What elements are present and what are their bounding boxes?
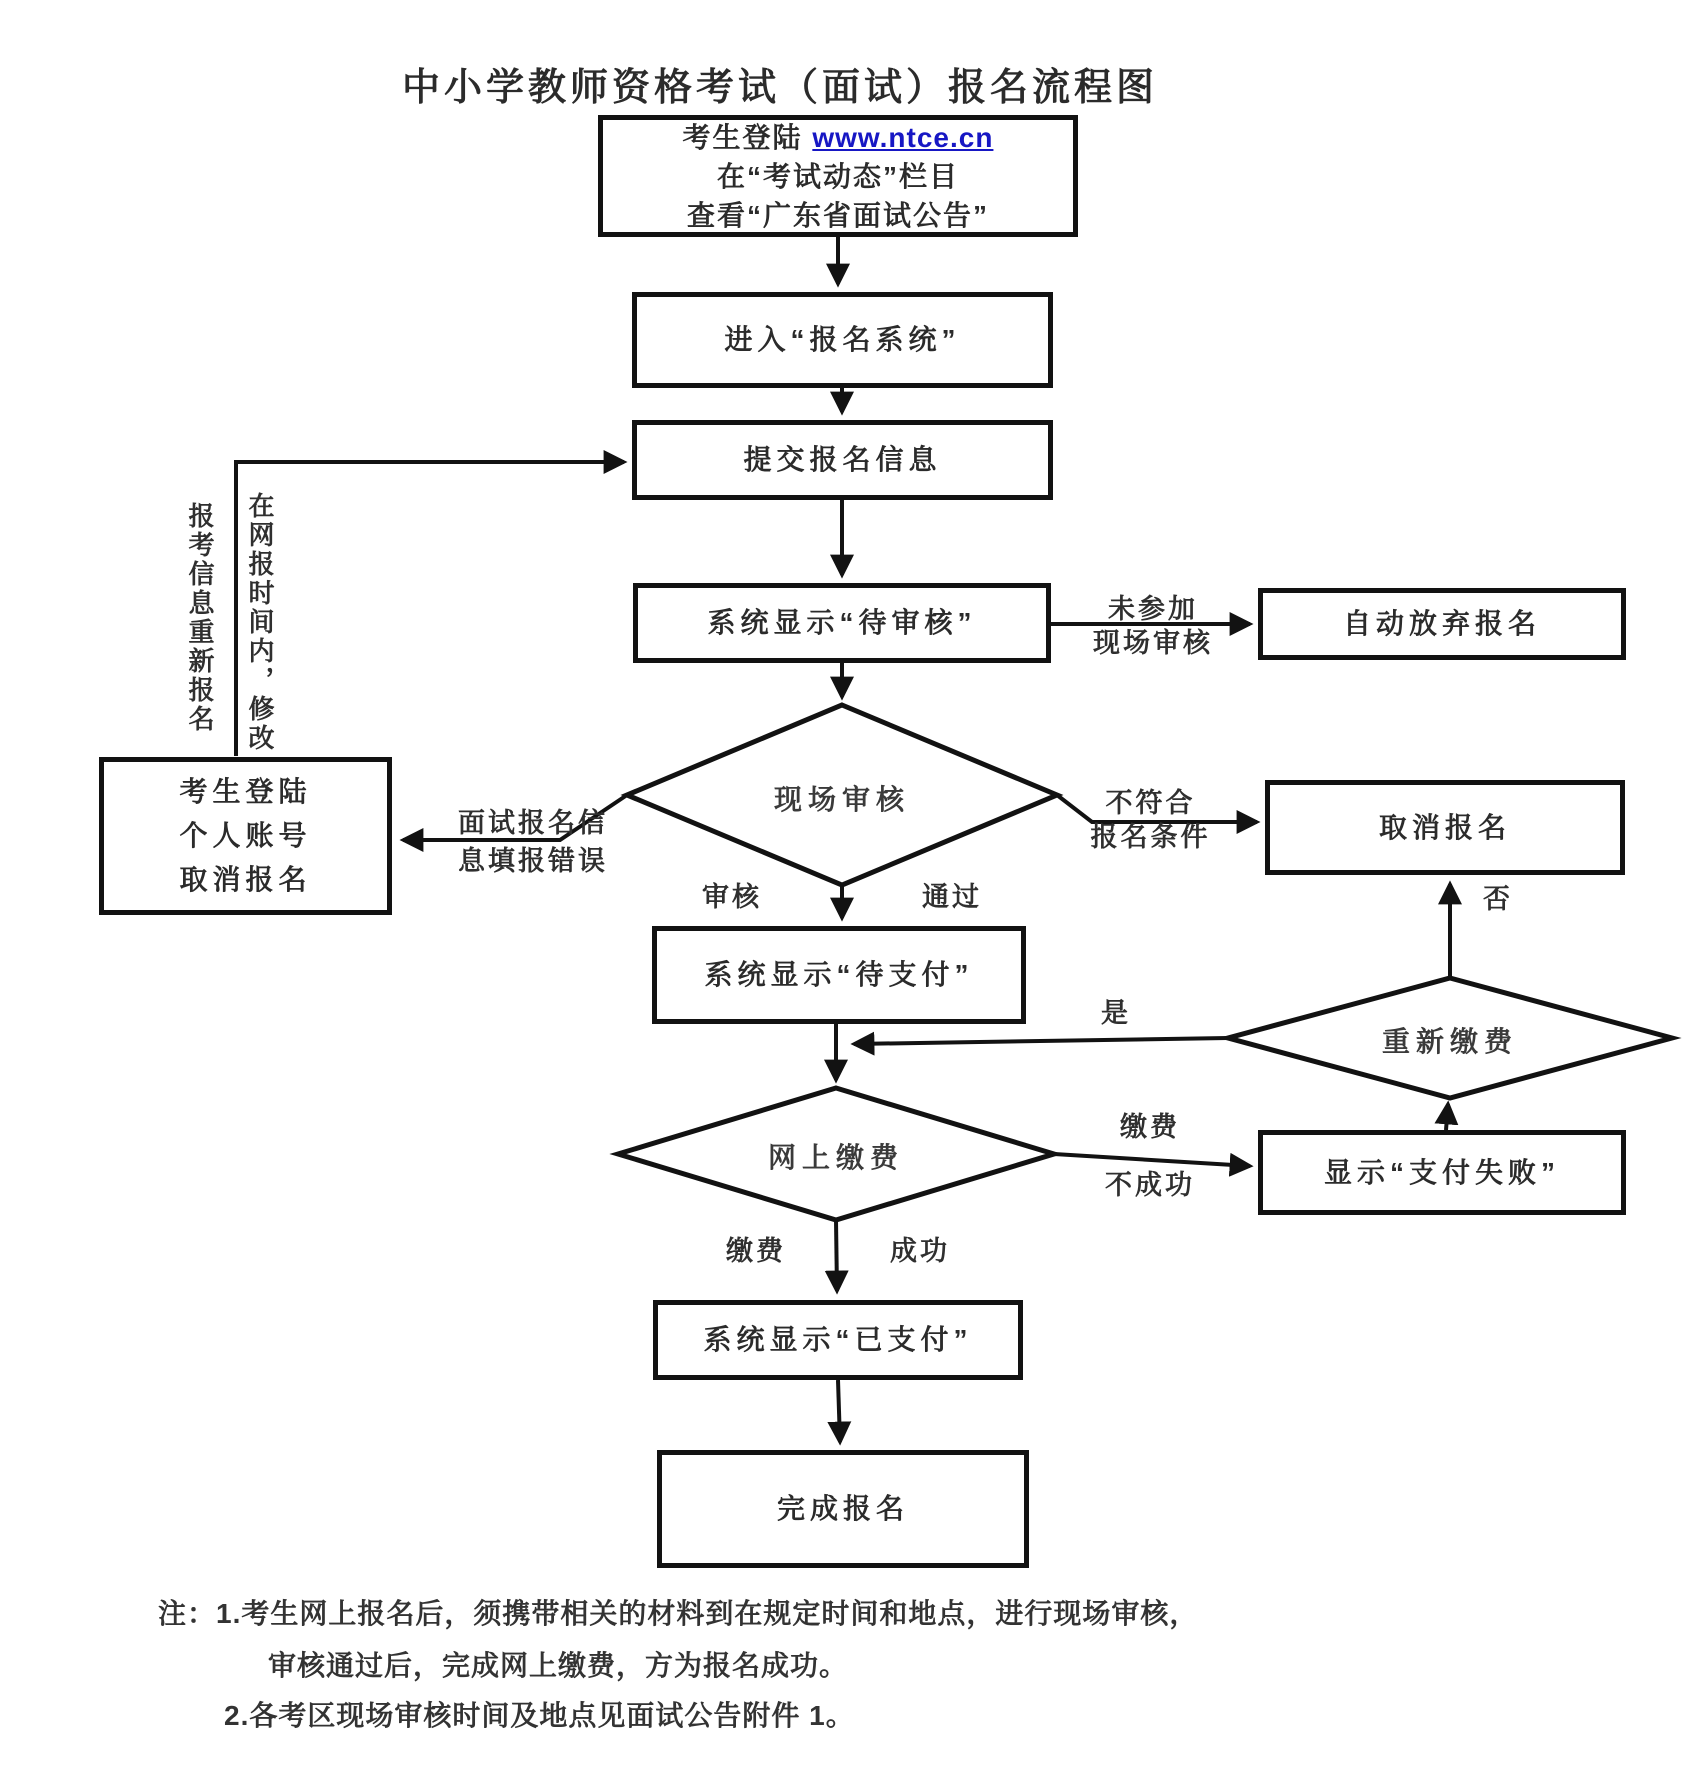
repay-caption: 重新缴费 (1381, 1026, 1518, 1057)
label-not-qualified-line1: 不符合 (1105, 788, 1196, 818)
online-payment-caption: 网上缴费 (767, 1142, 904, 1173)
arrow-feedback-resubmit (236, 462, 624, 756)
login-cancel-line2: 个人账号 (179, 820, 312, 851)
paid-label: 系统显示“已支付” (703, 1324, 973, 1355)
label-no: 否 (1483, 884, 1513, 914)
pending-review-label: 系统显示“待审核” (707, 607, 977, 638)
arrow-payfail-to-repay (1446, 1104, 1448, 1130)
complete-label: 完成报名 (776, 1493, 909, 1524)
arrow-pay-fail (1054, 1154, 1250, 1166)
node-complete (657, 1450, 1029, 1568)
label-not-attended-line1: 未参加 (1108, 594, 1198, 624)
page-title: 中小学教师资格考试（面试）报名流程图 (401, 67, 1158, 109)
label-review: 审核 (702, 882, 762, 912)
label-not-attended (1058, 592, 1248, 660)
label-pay-fail-line1: 缴费 (1120, 1112, 1180, 1142)
submit-info-label: 提交报名信息 (743, 444, 942, 475)
node-pending-review (633, 583, 1051, 663)
payment-failed-label: 显示“支付失败” (1323, 1156, 1560, 1188)
node-pending-payment (652, 926, 1026, 1024)
node-paid (653, 1300, 1023, 1380)
note-line1: 注：1.考生网上报名后，须携带相关的材料到在规定时间和地点，进行现场审核， (158, 1598, 1199, 1629)
label-not-qualified-line2: 报名条件 (1090, 822, 1211, 852)
node-start (598, 115, 1078, 237)
node-cancel-registration (1265, 780, 1625, 875)
cancel-registration-label: 取消报名 (1378, 811, 1511, 843)
label-reapply-vertical: 报考信息重新报名 (185, 502, 215, 734)
arrow-paid-to-complete (838, 1380, 840, 1442)
label-info-error-line2: 息填报错误 (458, 846, 608, 876)
ntce-link[interactable]: www.ntce.cn (812, 121, 994, 153)
label-info-error-line1: 面试报名信 (458, 808, 608, 838)
arrow-repay-yes (854, 1038, 1228, 1044)
label-success: 成功 (890, 1236, 950, 1266)
start-line3: 查看“广东省面试公告” (686, 199, 989, 231)
node-auto-abandon (1258, 588, 1626, 660)
onsite-review-caption: 现场审核 (773, 784, 910, 815)
label-pay-success (726, 1234, 950, 1268)
label-pass: 通过 (922, 882, 982, 912)
label-not-attended-line2: 现场审核 (1093, 628, 1213, 658)
label-review-pass (702, 880, 982, 914)
label-pay: 缴费 (726, 1236, 786, 1266)
label-info-error (418, 804, 648, 880)
login-cancel-line3: 取消报名 (179, 864, 312, 895)
node-login-cancel (99, 757, 392, 915)
node-submit-info (632, 420, 1053, 500)
start-line1 (683, 118, 994, 157)
label-pay-fail-line2: 不成功 (1105, 1170, 1195, 1200)
enter-system-label: 进入“报名系统” (724, 324, 961, 355)
label-modify-vertical: 在网报时间内，修改 (245, 492, 275, 753)
pending-payment-label: 系统显示“待支付” (704, 959, 974, 990)
label-yes: 是 (1101, 998, 1131, 1028)
note-line3: 2.各考区现场审核时间及地点见面试公告附件 1。 (224, 1700, 855, 1731)
label-not-qualified (1048, 786, 1253, 854)
auto-abandon-label: 自动放弃报名 (1342, 608, 1541, 639)
login-cancel-line1: 考生登陆 (179, 776, 312, 807)
start-line2: 在“考试动态”栏目 (716, 160, 959, 192)
node-enter-system (632, 292, 1053, 388)
start-line1-text: 考生登陆 (682, 121, 813, 153)
node-payment-failed (1258, 1130, 1626, 1215)
note-line2: 审核通过后，完成网上缴费，方为报名成功。 (268, 1650, 849, 1681)
